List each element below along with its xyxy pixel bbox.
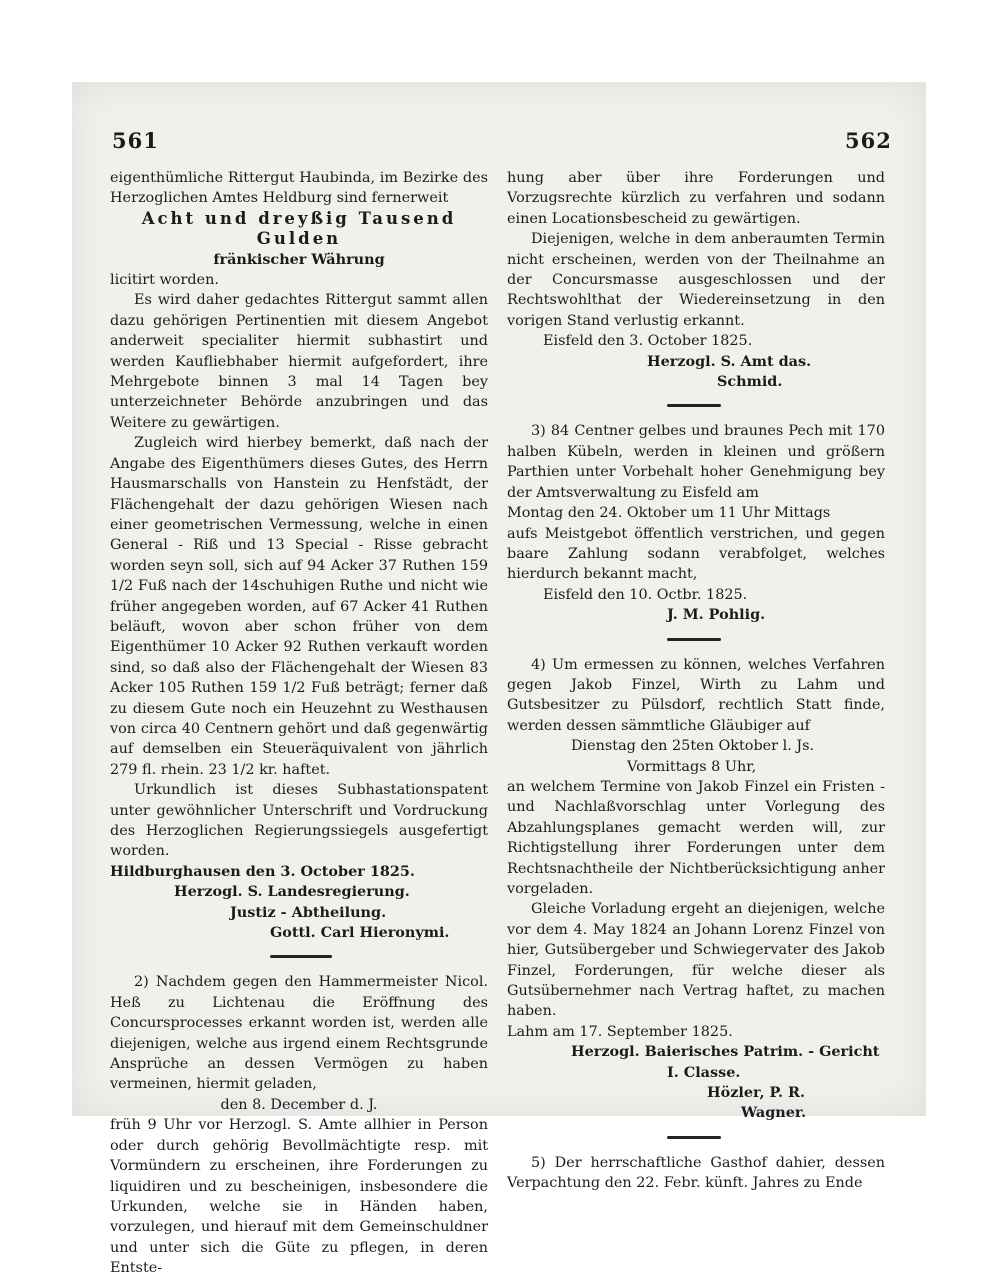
sum-after: licitirt worden. xyxy=(110,272,219,289)
signature-line: J. M. Pohlig. xyxy=(667,606,766,624)
separator-rule xyxy=(667,1136,721,1139)
paragraph: Es wird daher gedachtes Rittergut sammt allen dazu gehörigen Pertinentien mit diesem Angebot anderweit specialiter hiermit subhastirt und werden Kaufliebhaber hiermit aufgefordert, ihre Mehrgebote binnen 3 mal 14 Tagen bey unterzeichneter Behörde anzubringen und das Weitere zu gewärtigen. xyxy=(110,292,488,431)
separator-rule xyxy=(667,404,721,407)
notice-4-date: Dienstag den 25ten Oktober l. Js. xyxy=(571,738,815,755)
notice-3: 3) 84 Centner gelbes und braunes Pech mit 170 halben Kübeln, werden in kleinen und größern Parthien unter Vorbehalt hoher Genehmigung bey der Amtsverwaltung zu Eisfeld am xyxy=(507,423,885,501)
page-number-left: 561 xyxy=(112,128,159,153)
notice-4-continuation: an welchem Termine von Jakob Finzel ein Fristen - und Nachlaßvorschlag unter Vorlegung des Abzahlungsplanes gemacht werden will, zur Richtigstellung ihrer Forderungen unter dem Rechtsnachtheile der Nichtberücksichtigung anher vorgeladen. xyxy=(507,778,885,897)
left-column xyxy=(110,168,488,1279)
sum-subtitle: fränkischer Währung xyxy=(213,250,385,268)
notice-4-time: Vormittags 8 Uhr, xyxy=(627,758,757,775)
notice-2-date: den 8. December d. J. xyxy=(220,1096,378,1113)
paragraph: Gleiche Vorladung ergeht an diejenigen, welche vor dem 4. May 1824 an Johann Lorenz Finzel von hier, Gutsübergeber und Schwiegervater des Jakob Finzel, Forderungen, für welche dieser als Gutsübernehmer nach Vertrag haftet, zu machen haben. xyxy=(507,901,885,1020)
signature-line: Wagner. xyxy=(741,1104,807,1122)
signature-line: Justiz - Abtheilung. xyxy=(230,903,387,921)
signature-line: Herzogl. S. Amt das. xyxy=(647,352,812,370)
page-number-right: 562 xyxy=(845,128,892,153)
continuation-text: hung aber über ihre Forderungen und Vorzugsrechte kürzlich zu verfahren und sodann einen Locationsbescheid zu gewärtigen. xyxy=(507,170,885,227)
separator-rule xyxy=(667,638,721,641)
notice-3-continuation: aufs Meistgebot öffentlich verstrichen, und gegen baare Zahlung sodann verabfolget, welches hierdurch bekannt macht, xyxy=(507,525,885,583)
sum-title: Acht und dreyßig Tausend Gulden xyxy=(141,208,457,249)
date-line: Eisfeld den 3. October 1825. xyxy=(543,333,753,350)
right-column xyxy=(507,168,885,1194)
notice-2-continuation: früh 9 Uhr vor Herzogl. S. Amte allhier in Person oder durch gehörig Bevollmächtigte resp. mit Vormündern zu erscheinen, ihre Forderungen zu liquidiren und zu bescheinigen, insbesondere die Urkunden, welche sie in Händen haben, vorzulegen, und hierauf mit dem Gemeinschuldner und unter sich die Güte zu pflegen, in deren Entste- xyxy=(110,1117,488,1277)
date-line: Hildburghausen den 3. October 1825. xyxy=(110,862,415,880)
notice-3-date: Montag den 24. Oktober um 11 Uhr Mittags xyxy=(507,505,831,522)
signature-line: Gottl. Carl Hieronymi. xyxy=(270,924,450,942)
date-line: Eisfeld den 10. Octbr. 1825. xyxy=(543,586,748,603)
notice-5: 5) Der herrschaftliche Gasthof dahier, dessen Verpachtung den 22. Febr. künft. Jahres zu Ende xyxy=(507,1154,885,1192)
notice-4: 4) Um ermessen zu können, welches Verfahren gegen Jakob Finzel, Wirth zu Lahm und Gutsbesitzer zu Pülsdorf, rechtlich Statt finde, werden dessen sämmtliche Gläubiger auf xyxy=(507,656,885,734)
signature-line: Herzogl. S. Landesregierung. xyxy=(174,883,410,901)
date-line: Lahm am 17. September 1825. xyxy=(507,1023,733,1040)
paragraph: Zugleich wird hierbey bemerkt, daß nach der Angabe des Eigenthümers dieses Gutes, des Herrn Hausmarschalls von Hanstein zu Henfstädt, der Flächengehalt der dazu gehörigen Wiesen nach einer geometrischen Vermessung, welche in einen General - Riß und 13 Special - Risse gebracht worden seyn soll, sich auf 94 Acker 37 Ruthen 159 1/2 Fuß nach der 14schuhigen Ruthe und nicht wie früher angegeben worden, auf 67 Acker 41 Ruthen beläuft, wovon aber schon früher von dem Eigenthümer 10 Acker 92 Ruthen verkauft worden sind, so daß also der Flächengehalt der Wiesen 83 Acker 105 Ruthen 159 1/2 Fuß beträgt; ferner daß zu diesem Gute noch ein Heuzehnt zu Westhausen von circa 40 Centnern gehört und daß gegenwärtig auf demselben ein Steueräquivalent von jährlich 279 fl. rhein. 23 1/2 kr. haftet. xyxy=(110,435,488,778)
separator-rule xyxy=(270,955,332,958)
signature-line: I. Classe. xyxy=(667,1063,741,1081)
signature-line: Schmid. xyxy=(717,373,783,391)
intro-text: eigenthümliche Rittergut Haubinda, im Bezirke des Herzoglichen Amtes Heldburg sind fernerweit xyxy=(110,170,488,207)
signature-line: Hözler, P. R. xyxy=(707,1084,805,1102)
paragraph: Diejenigen, welche in dem anberaumten Termin nicht erscheinen, werden von der Theilnahme an der Concursmasse ausgeschlossen und der Rechtswohlthat der Wiedereinsetzung in den vorigen Stand verlustig erkannt. xyxy=(507,231,885,329)
paragraph: Urkundlich ist dieses Subhastationspatent unter gewöhnlicher Unterschrift und Vordruckung des Herzoglichen Regierungssiegels ausgefertigt worden. xyxy=(110,782,488,860)
notice-2: 2) Nachdem gegen den Hammermeister Nicol. Heß zu Lichtenau die Eröffnung des Concursprocesses erkannt worden ist, werden alle diejenigen, welche aus irgend einem Rechtsgrunde Ansprüche an dessen Vermögen zu haben vermeinen, hiermit geladen, xyxy=(110,974,488,1093)
signature-line: Herzogl. Baierisches Patrim. - Gericht xyxy=(571,1043,880,1061)
